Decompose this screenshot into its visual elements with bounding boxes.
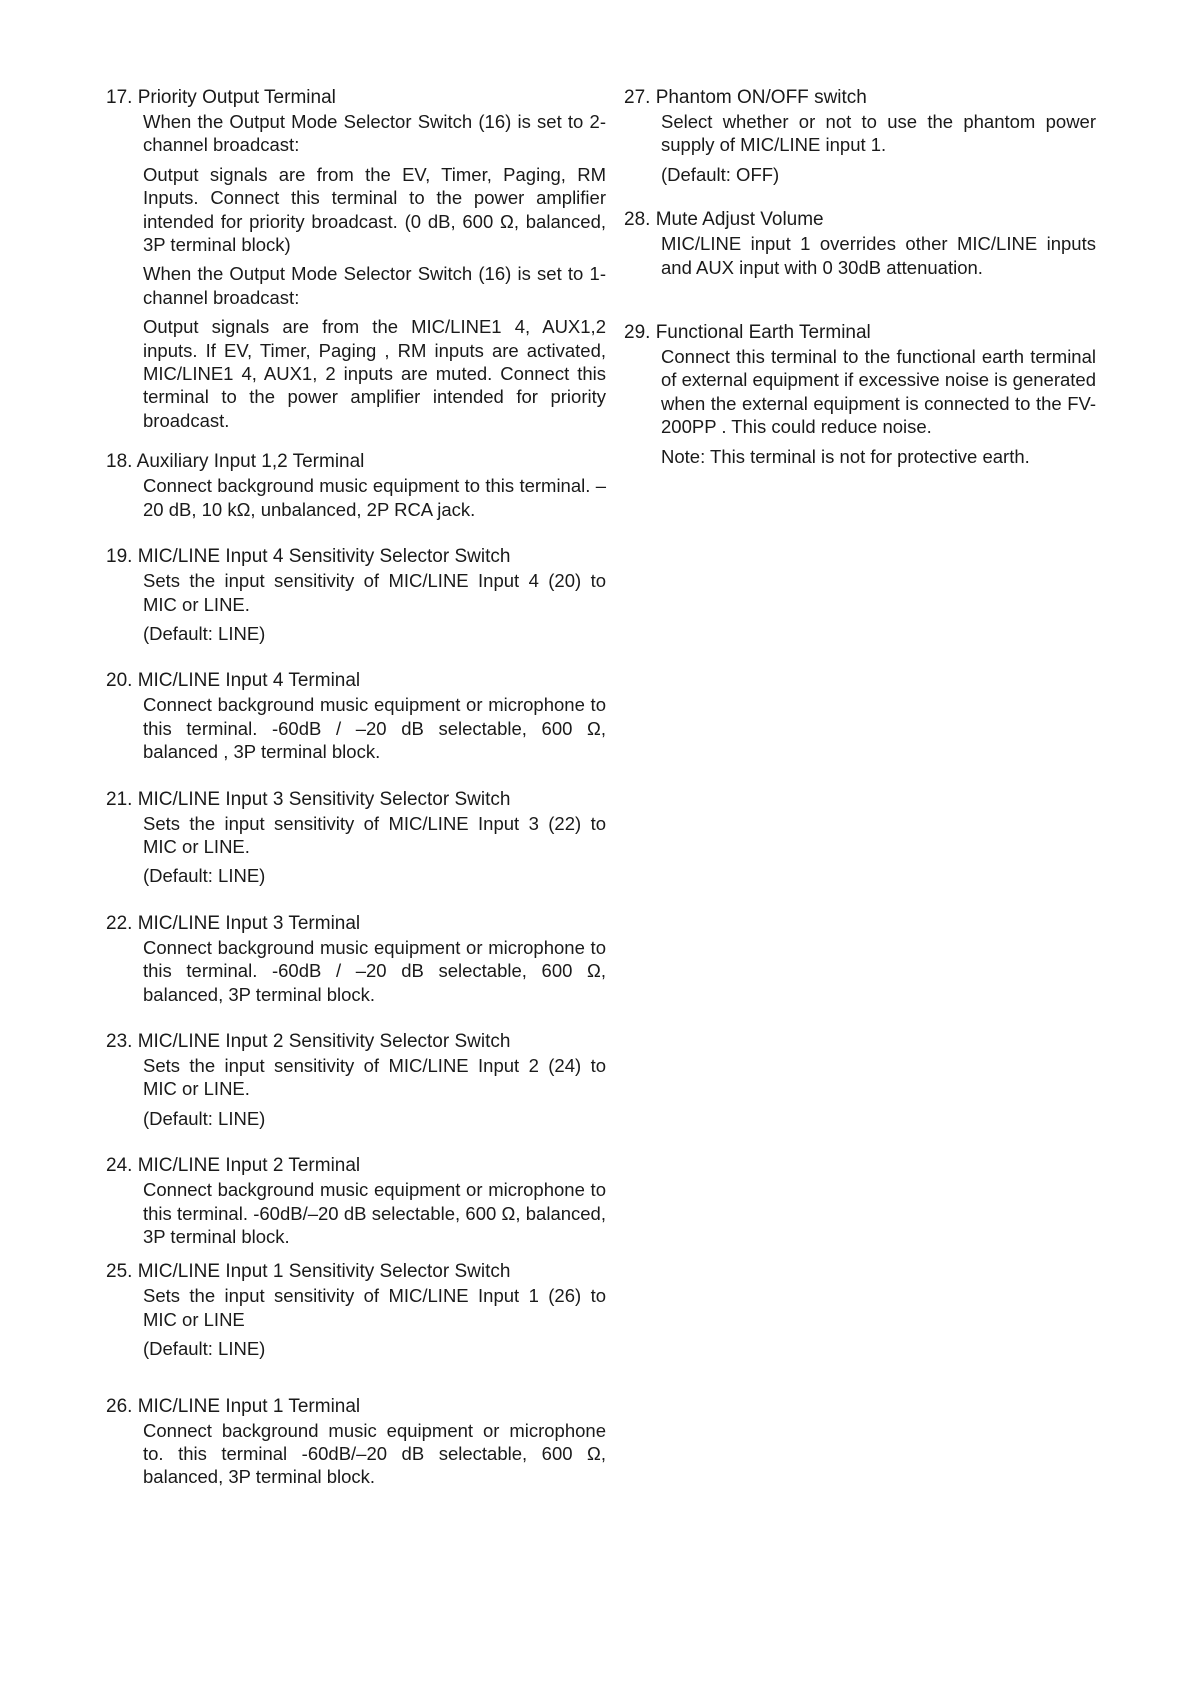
section-paragraph: When the Output Mode Selector Switch (16) is set to 1-channel broadcast:: [143, 263, 606, 308]
section-29: [624, 321, 1096, 468]
section-paragraph: (Default: LINE): [143, 1338, 266, 1360]
section-heading: 20. MIC/LINE Input 4 Terminal: [106, 670, 361, 692]
section-26: [106, 1395, 606, 1489]
section-20: [106, 669, 606, 763]
section-paragraph: Connect this terminal to the functional earth terminal of external equipment if excessive noise is generated when the external equipment is connected to the FV-200PP . This could reduce noise.: [661, 346, 1097, 438]
section-paragraph: Sets the input sensitivity of MIC/LINE Input 2 (24) to MIC or LINE.: [143, 1054, 606, 1100]
section-28: [624, 208, 1096, 279]
section-22: [106, 912, 606, 1006]
section-paragraph: Connect background music equipment or microphone to. this terminal -60dB/–20 dB selectable, 600 Ω, balanced, 3P terminal block.: [143, 1419, 606, 1488]
section-heading: 21. MIC/LINE Input 3 Sensitivity Selector Switch: [106, 788, 511, 810]
section-paragraph: Sets the input sensitivity of MIC/LINE Input 1 (26) to MIC or LINE: [143, 1285, 606, 1330]
section-21: [106, 788, 606, 888]
section-paragraph: Connect background music equipment or microphone to this terminal. -60dB/–20 dB selectable, 600 Ω, balanced, 3P terminal block.: [143, 1179, 606, 1247]
section-paragraph: Select whether or not to use the phantom power supply of MIC/LINE input 1.: [661, 111, 1096, 156]
section-paragraph: Connect background music equipment or microphone to this terminal. -60dB / –20 dB selectable, 600 Ω, balanced , 3P terminal block.: [143, 694, 606, 763]
section-paragraph: When the Output Mode Selector Switch (16) is set to 2-channel broadcast:: [143, 111, 606, 156]
right-column: [624, 86, 1096, 468]
section-heading: 19. MIC/LINE Input 4 Sensitivity Selector Switch: [106, 546, 511, 568]
section-paragraph: (Default: LINE): [143, 1107, 266, 1129]
left-column: [106, 86, 606, 1489]
section-18: [106, 450, 606, 521]
section-paragraph: Sets the input sensitivity of MIC/LINE Input 3 (22) to MIC or LINE.: [143, 812, 606, 857]
section-heading: 22. MIC/LINE Input 3 Terminal: [106, 912, 361, 934]
section-24: [106, 1154, 606, 1248]
section-paragraph: (Default: OFF): [661, 163, 780, 185]
section-heading: 17. Priority Output Terminal: [106, 87, 336, 108]
section-23: [106, 1030, 606, 1130]
section-heading: 29. Functional Earth Terminal: [624, 322, 871, 344]
section-paragraph: MIC/LINE input 1 overrides other MIC/LINE inputs and AUX input with 0 30dB attenuation.: [661, 233, 1096, 278]
section-heading: 28. Mute Adjust Volume: [624, 209, 824, 231]
section-paragraph: (Default: LINE): [143, 622, 266, 644]
section-paragraph: Sets the input sensitivity of MIC/LINE Input 4 (20) to MIC or LINE.: [143, 570, 606, 615]
section-paragraph: Output signals are from the MIC/LINE1 4, AUX1,2 inputs. If EV, Timer, Paging , RM inputs are activated, MIC/LINE1 4, AUX1, 2 inputs are muted. Connect this terminal to the power amplifier intended for priority broadcast.: [143, 316, 606, 431]
section-paragraph: (Default: LINE): [143, 865, 266, 887]
section-27: [624, 86, 1096, 186]
section-paragraph: Connect background music equipment or microphone to this terminal. -60dB / –20 dB selectable, 600 Ω, balanced, 3P terminal block.: [143, 936, 606, 1005]
section-paragraph: Note: This terminal is not for protective earth.: [661, 445, 1030, 467]
section-heading: 18. Auxiliary Input 1,2 Terminal: [106, 451, 365, 473]
section-25: [106, 1260, 606, 1360]
section-paragraph: Connect background music equipment to this terminal. –20 dB, 10 kΩ, unbalanced, 2P RCA jack.: [143, 475, 606, 520]
section-heading: 27. Phantom ON/OFF switch: [624, 87, 867, 108]
section-17: [106, 86, 606, 432]
section-heading: 23. MIC/LINE Input 2 Sensitivity Selector Switch: [106, 1030, 511, 1052]
section-paragraph: Output signals are from the EV, Timer, Paging, RM Inputs. Connect this terminal to the power amplifier intended for priority broadcast. (0 dB, 600 Ω, balanced, 3P terminal block): [143, 163, 606, 256]
section-heading: 26. MIC/LINE Input 1 Terminal: [106, 1395, 361, 1417]
section-heading: 24. MIC/LINE Input 2 Terminal: [106, 1155, 361, 1177]
section-19: [106, 545, 606, 645]
section-heading: 25. MIC/LINE Input 1 Sensitivity Selector Switch: [106, 1261, 511, 1283]
